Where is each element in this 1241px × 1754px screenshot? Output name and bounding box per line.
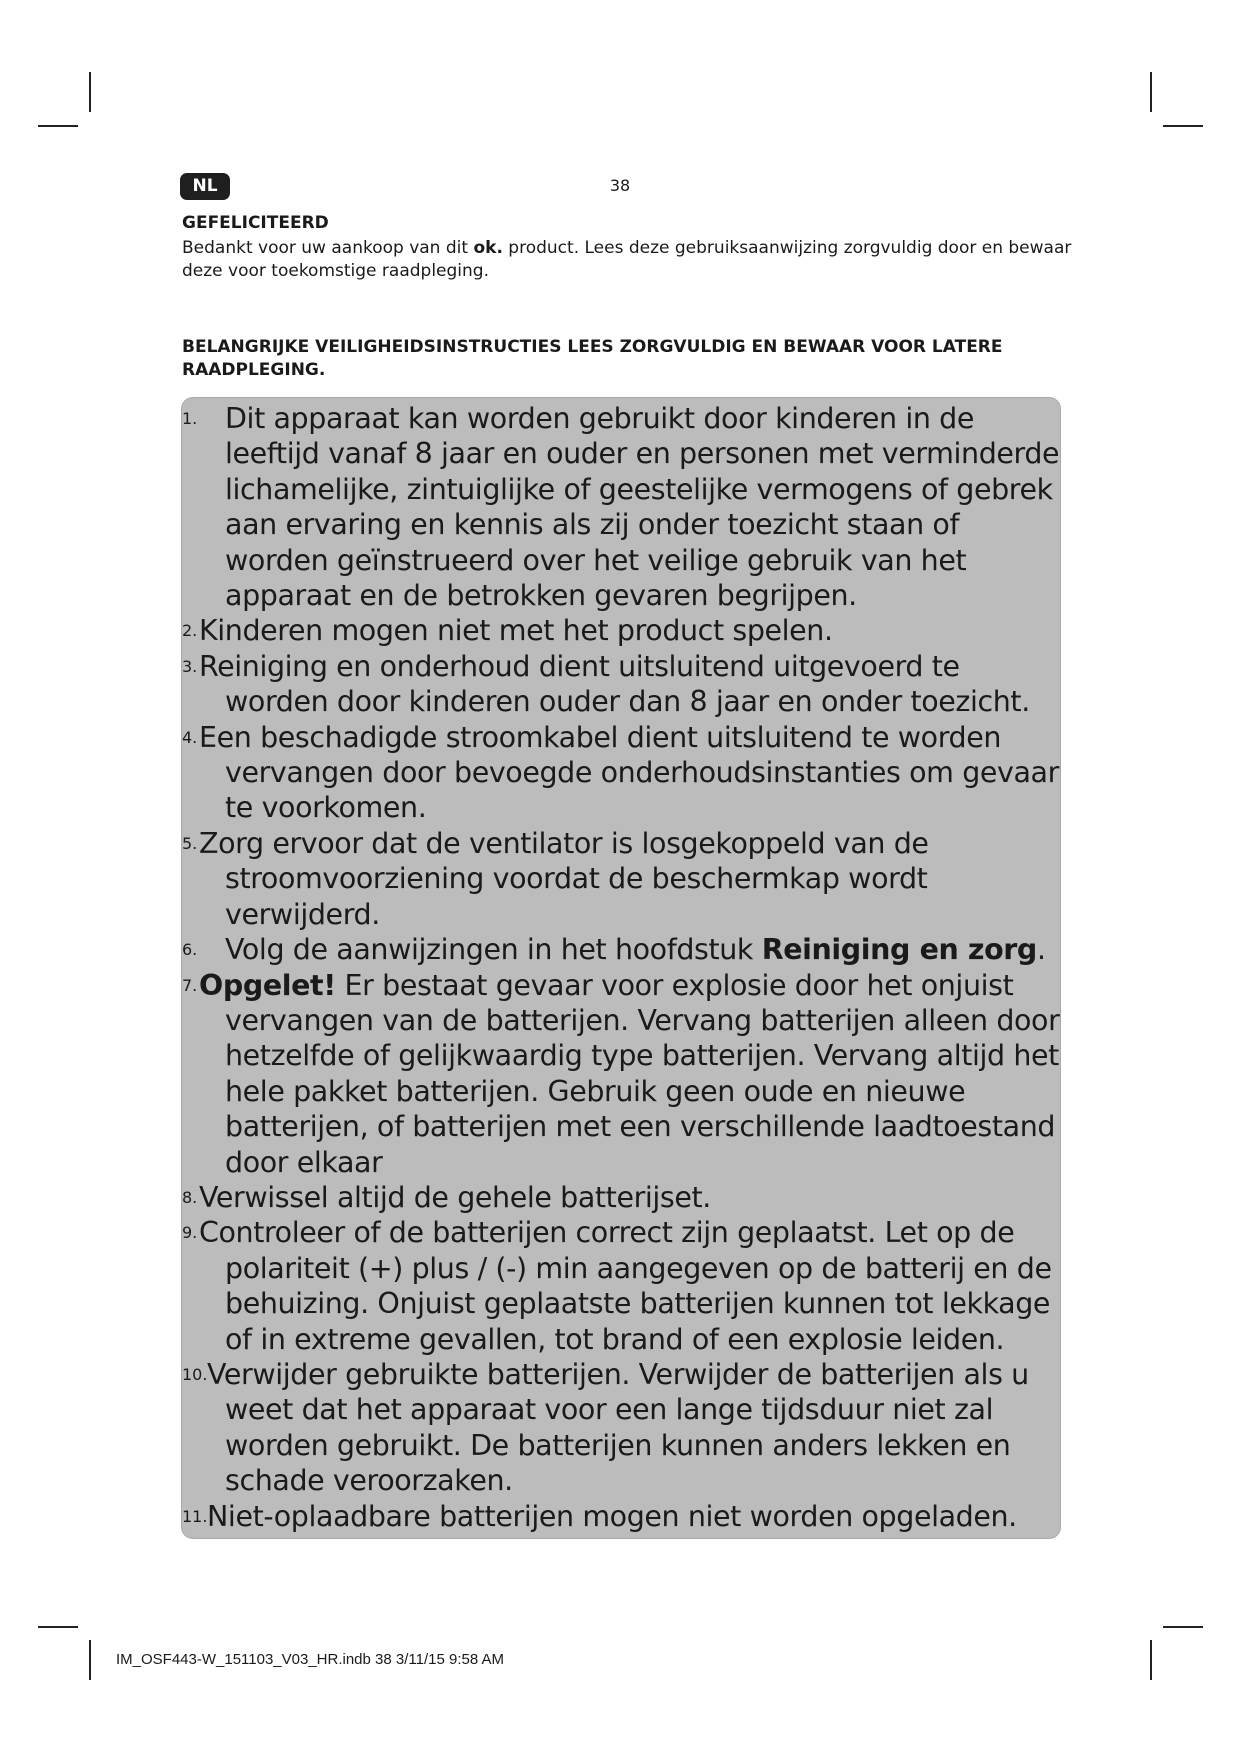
crop-mark	[1150, 1640, 1152, 1680]
safety-heading: BELANGRIJKE VEILIGHEIDSINSTRUCTIES LEES ZORGVULDIG EN BEWAAR VOOR LATERE RAADPLEGING.	[182, 337, 1003, 380]
list-item: 3. Reiniging en onderhoud dient uitsluitend uitgevoerd te worden door kinderen ouder dan 8 jaar en onder toezicht.	[182, 649, 1030, 719]
list-item: 2. Kinderen mogen niet met het product spelen.	[182, 614, 833, 648]
list-item: 4. Een beschadigde stroomkabel dient uitsluitend te worden vervangen door bevoegde onderhoudsinstanties om gevaar te voorkomen.	[182, 720, 1059, 825]
list-item: 5. Zorg ervoor dat de ventilator is losgekoppeld van de stroomvoorziening voordat de beschermkap wordt verwijderd.	[182, 826, 929, 931]
list-item: 6. Volg de aanwijzingen in het hoofdstuk Reiniging en zorg.	[182, 933, 1046, 967]
safety-list	[181, 401, 1061, 1534]
crop-mark	[89, 72, 91, 112]
crop-mark	[1163, 1626, 1203, 1628]
list-item: 11. Niet-oplaadbare batterijen mogen niet worden opgeladen.	[182, 1499, 1017, 1533]
crop-mark	[1150, 72, 1152, 112]
language-badge: NL	[180, 173, 230, 200]
list-item: 7. Opgelet! Er bestaat gevaar voor explosie door het onjuist vervangen van de batterijen. Vervang batterijen alleen door hetzelfde of gelijkwaardig type batterijen. Vervang altijd het hele pakket batterijen. Gebruik geen oude en nieuwe batterijen, of batterijen met een verschillende laadtoestand door elkaar	[182, 968, 1060, 1179]
page-number: 38	[609, 176, 631, 195]
list-item: 10. Verwijder gebruikte batterijen. Verwijder de batterijen als u weet dat het apparaat voor een lange tijdsduur niet zal worden gebruikt. De batterijen kunnen anders lekken en schade veroorzaken.	[182, 1357, 1029, 1498]
intro-title: GEFELICITEERD	[182, 213, 329, 233]
intro-text: Bedankt voor uw aankoop van dit ok. product. Lees deze gebruiksaanwijzing zorgvuldig door en bewaar deze voor toekomstige raadpleging.	[182, 238, 1072, 281]
crop-mark	[38, 125, 78, 127]
crop-mark	[89, 1640, 91, 1680]
crop-mark	[1163, 125, 1203, 127]
list-item: 8. Verwissel altijd de gehele batterijset.	[182, 1180, 711, 1214]
list-item: 1. Dit apparaat kan worden gebruikt door kinderen in de leeftijd vanaf 8 jaar en ouder en personen met verminderde lichamelijke, zintuiglijke of geestelijke vermogens of gebrek aan ervaring en kennis als zij onder toezicht staan of worden geïnstrueerd over het veilige gebruik van het apparaat en de betrokken gevaren begrijpen.	[182, 402, 1060, 613]
print-footer: IM_OSF443-W_151103_V03_HR.indb 38 3/11/15 9:58 AM	[116, 1651, 505, 1668]
list-item: 9. Controleer of de batterijen correct zijn geplaatst. Let op de polariteit (+) plus / (-) min aangegeven op de batterij en de behuizing. Onjuist geplaatste batterijen kunnen tot lekkage of in extreme gevallen, tot brand of een explosie leiden.	[182, 1216, 1052, 1356]
brand-name: ok.	[473, 238, 503, 258]
crop-mark	[38, 1626, 78, 1628]
